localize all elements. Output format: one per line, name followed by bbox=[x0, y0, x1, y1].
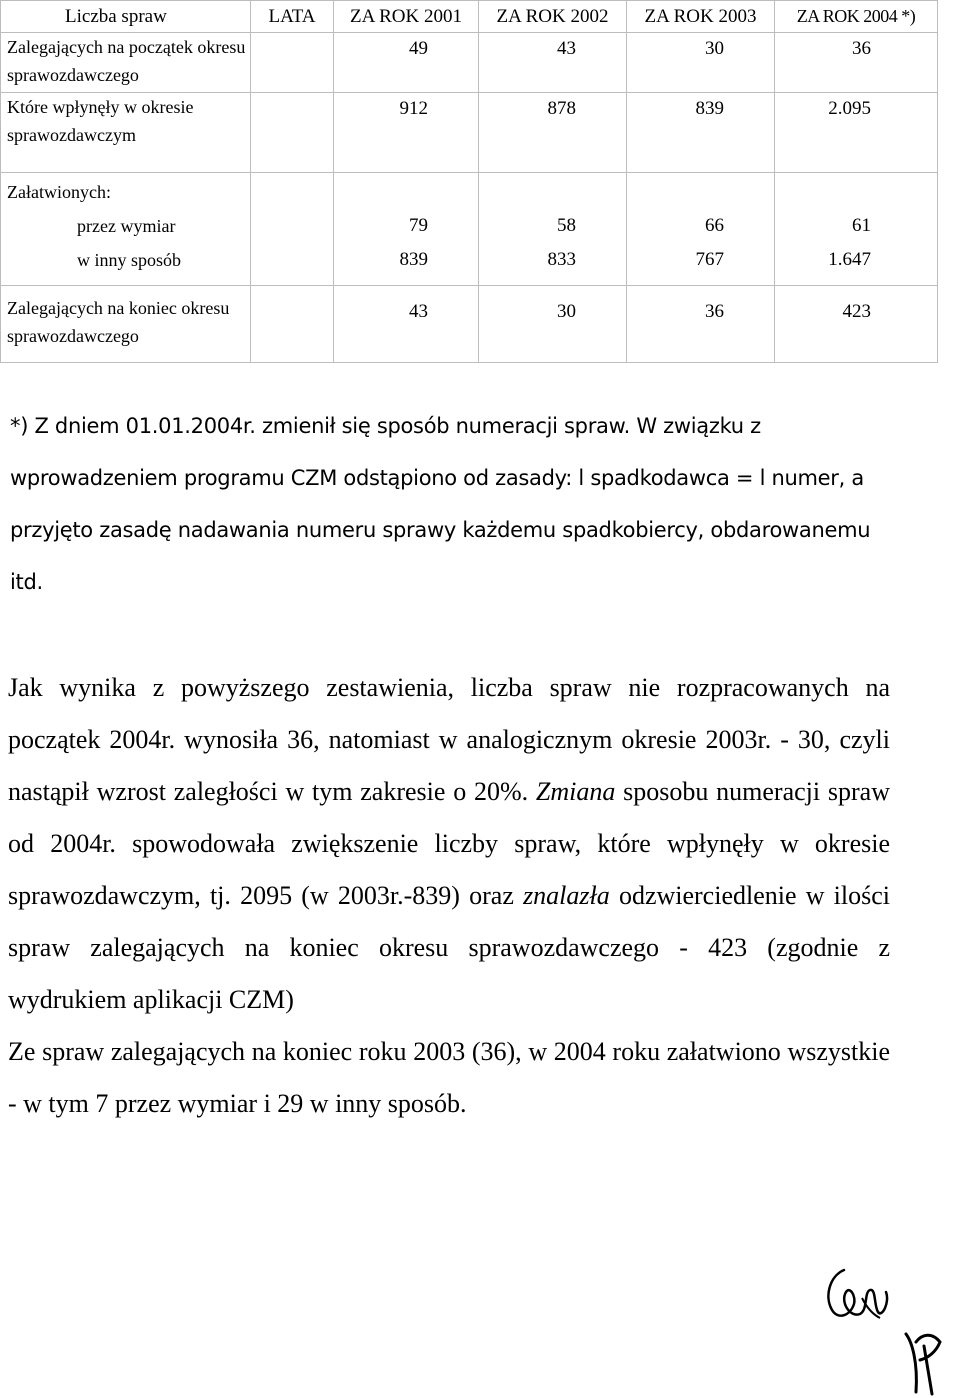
handwritten-signature bbox=[820, 1262, 960, 1398]
table-cell: 36 bbox=[627, 286, 775, 363]
row-sublabel: przez wymiar bbox=[77, 216, 176, 236]
paragraph-text: odzwierciedlenie w ilości spraw zalegających na koniec okresu sprawozdawczego - 423 (zgodnie z wydrukiem aplikacji CZM) bbox=[8, 881, 890, 1014]
row-sublabel: w inny sposób bbox=[77, 250, 182, 270]
row-label: Zalegających na początek okresu sprawozdawczego bbox=[1, 33, 251, 93]
row-label-group bbox=[1, 173, 251, 286]
table-cell: 423 bbox=[775, 286, 938, 363]
paragraph-resolution: Ze spraw zalegających na koniec roku 2003 (36), w 2004 roku załatwiono wszystkie - w tym 7 przez wymiar i 29 w inny sposób. bbox=[8, 1037, 890, 1118]
table-cell: 49 bbox=[334, 33, 479, 93]
table-row-resolved bbox=[1, 173, 938, 286]
table-cell: 58 bbox=[557, 215, 576, 236]
report-body bbox=[8, 662, 890, 1130]
header-cell: ZA ROK 2003 bbox=[627, 1, 775, 33]
paragraph-summary bbox=[8, 662, 890, 1026]
table-cell: 912 bbox=[334, 93, 479, 173]
table-cell: 30 bbox=[627, 33, 775, 93]
paragraph-text: Jak wynika z powyższego zestawienia, liczba spraw nie rozpracowanych na początek 2004r. wynosiła 36, natomiast w analogicznym okresie 2003r. - 30, czyli nastąpił wzrost zaległości w tym zakresie o 20%. bbox=[8, 673, 890, 806]
table-cell: 1.647 bbox=[828, 249, 871, 270]
footnote bbox=[10, 400, 890, 608]
table-cell: 2.095 bbox=[775, 93, 938, 173]
table-cell-group bbox=[334, 173, 479, 286]
row-label: Załatwionych: bbox=[7, 182, 111, 202]
header-cell: ZA ROK 2004 *) bbox=[775, 1, 938, 33]
header-cell: Liczba spraw bbox=[1, 1, 251, 33]
table-cell: 839 bbox=[399, 249, 428, 270]
table-cell: 839 bbox=[627, 93, 775, 173]
table-cell bbox=[251, 173, 334, 286]
header-cell: ZA ROK 2001 bbox=[334, 1, 479, 33]
table-cell: 30 bbox=[479, 286, 627, 363]
table-row-closing bbox=[1, 286, 938, 363]
table-cell bbox=[251, 33, 334, 93]
header-cell: LATA bbox=[251, 1, 334, 33]
table-cell: 878 bbox=[479, 93, 627, 173]
table-cell-group bbox=[479, 173, 627, 286]
header-cell: ZA ROK 2002 bbox=[479, 1, 627, 33]
table-cell: 43 bbox=[334, 286, 479, 363]
italic-word: znalazła bbox=[523, 881, 610, 910]
table-row-incoming bbox=[1, 93, 938, 173]
table-cell: 43 bbox=[479, 33, 627, 93]
table-cell: 61 bbox=[852, 215, 871, 236]
table-cell bbox=[251, 286, 334, 363]
table-cell-group bbox=[775, 173, 938, 286]
footnote-text: *) Z dniem 01.01.2004r. zmienił się sposób numeracji spraw. W związku z wprowadzeniem programu CZM odstąpiono od zasady: l spadkodawca = l numer, a przyjęto zasadę nadawania numeru sprawy każdemu spadkobiercy, obdarowanemu itd. bbox=[10, 414, 871, 594]
case-statistics-table bbox=[0, 0, 938, 363]
table-row-opening bbox=[1, 33, 938, 93]
paragraph-text: sposobu numeracji spraw od 2004r. spowodowała zwiększenie liczby spraw, które wpłynęły w okresie sprawozdawczym, tj. 2095 (w 2003r.-839) oraz bbox=[8, 777, 890, 910]
row-label: Zalegających na koniec okresu sprawozdawczego bbox=[1, 286, 251, 363]
table-cell: 66 bbox=[705, 215, 724, 236]
table-cell: 833 bbox=[547, 249, 576, 270]
table-cell: 36 bbox=[775, 33, 938, 93]
table-header-row bbox=[1, 1, 938, 33]
italic-word: Zmiana bbox=[535, 777, 616, 806]
table-cell: 79 bbox=[409, 215, 428, 236]
table-cell: 767 bbox=[695, 249, 724, 270]
row-label: Które wpłynęły w okresie sprawozdawczym bbox=[1, 93, 251, 173]
table-cell bbox=[251, 93, 334, 173]
table-cell-group bbox=[627, 173, 775, 286]
